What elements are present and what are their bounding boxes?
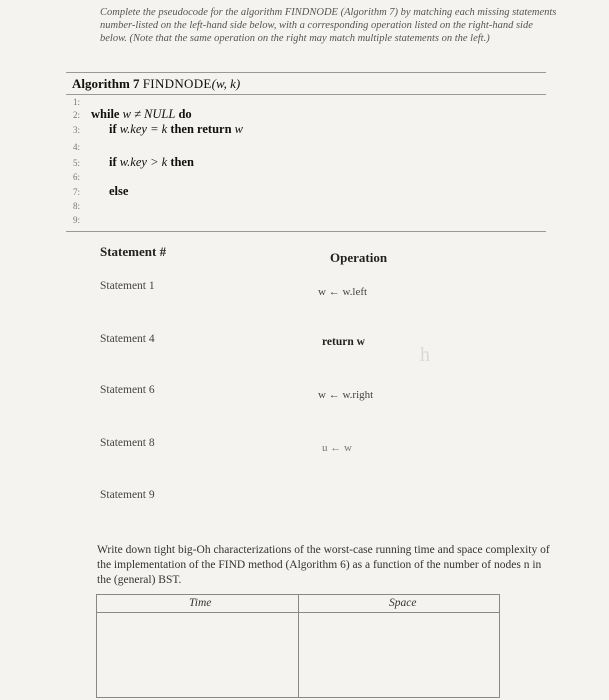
line-number: 9: bbox=[73, 215, 81, 225]
statement-item: Statement 9 bbox=[100, 489, 155, 501]
line-number: 7: bbox=[73, 187, 81, 197]
statement-item: Statement 4 bbox=[100, 333, 155, 345]
operation-header: Operation bbox=[330, 250, 388, 265]
pencil-scribble: h bbox=[420, 344, 430, 366]
operation-item: w ← w.left bbox=[318, 286, 368, 298]
line-number: 3: bbox=[73, 125, 81, 135]
code-line-while: while w ≠ NULL do bbox=[91, 107, 192, 121]
line-number: 4: bbox=[73, 142, 81, 152]
operation-item: u ← w bbox=[322, 442, 352, 454]
statement-item: Statement 6 bbox=[100, 384, 155, 396]
code-line-if-equal: if w.key = k then return w bbox=[109, 122, 244, 136]
line-number: 8: bbox=[73, 201, 81, 211]
instructions-text: Complete the pseudocode for the algorithm FINDNODE (Algorithm 7) by matching each missing statements number-listed on the left-hand side below, with a corresponding operation listed on the right-hand side below. (Note that the same operation on the right may match multiple statements on the left.) bbox=[100, 7, 557, 44]
statement-item: Statement 1 bbox=[100, 280, 155, 292]
divider bbox=[66, 94, 546, 95]
space-header: Space bbox=[389, 597, 417, 609]
code-line-if-greater: if w.key > k then bbox=[109, 155, 194, 169]
line-number: 1: bbox=[73, 97, 81, 107]
algorithm-label: Algorithm 7 bbox=[72, 76, 140, 91]
statement-header: Statement # bbox=[100, 244, 167, 259]
algorithm-title bbox=[72, 76, 240, 92]
answer-table bbox=[96, 594, 500, 698]
algorithm-name: FINDNODE bbox=[142, 76, 212, 91]
operation-item: w ← w.right bbox=[318, 389, 374, 401]
operation-item: return w bbox=[322, 336, 365, 348]
divider bbox=[66, 72, 546, 73]
code-line-else: else bbox=[109, 184, 129, 198]
table-divider bbox=[298, 595, 299, 697]
complexity-question: Write down tight big-Oh characterizations of the worst-case running time and space complexity of the implementation of the FIND method (Algorithm 6) as a function of the number of nodes n in the (general) BST. bbox=[97, 544, 550, 586]
statement-item: Statement 8 bbox=[100, 437, 155, 449]
line-number: 5: bbox=[73, 158, 81, 168]
line-number: 6: bbox=[73, 172, 81, 182]
divider bbox=[66, 231, 546, 232]
algorithm-args: (w, k) bbox=[211, 76, 241, 91]
time-header: Time bbox=[189, 597, 212, 609]
line-number: 2: bbox=[73, 110, 81, 120]
